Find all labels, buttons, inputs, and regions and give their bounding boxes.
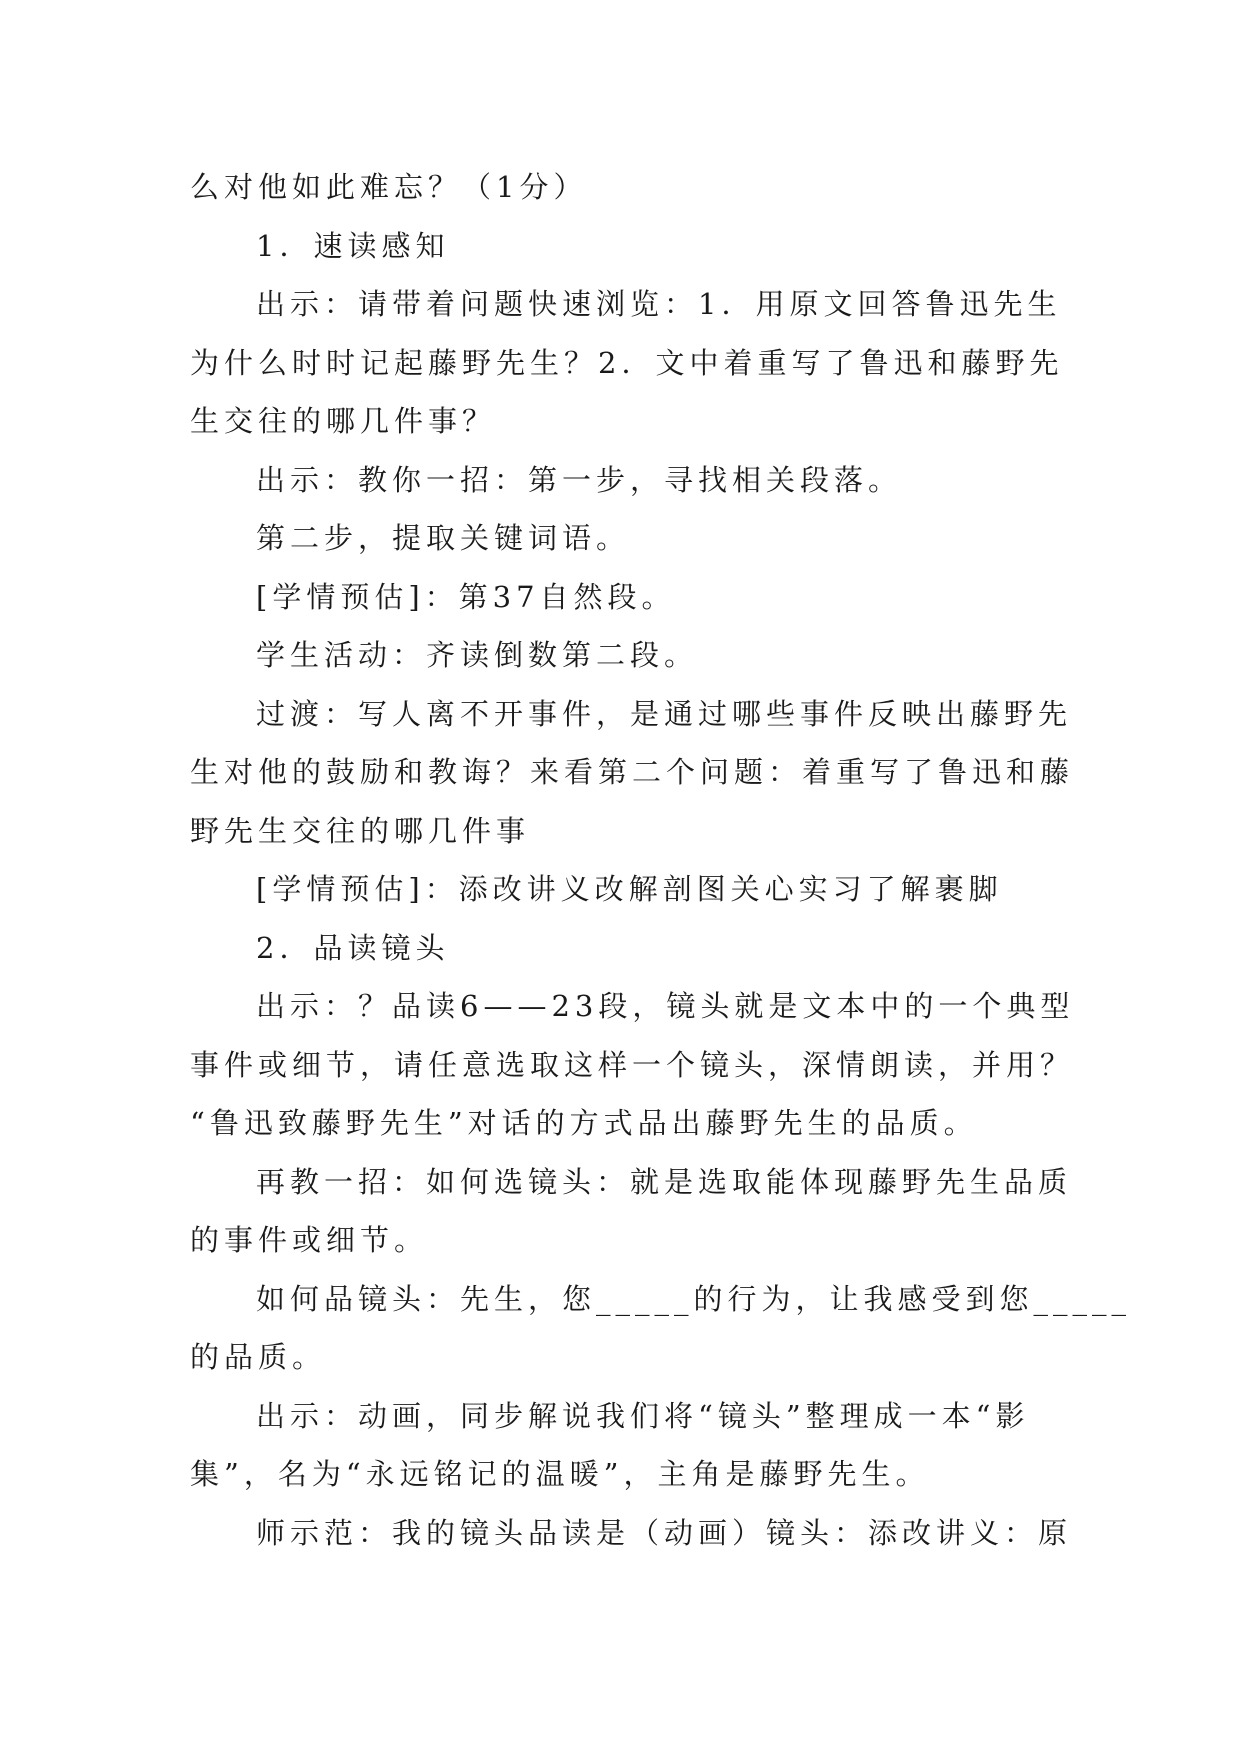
text-line-5: 生交往的哪几件事？ <box>190 404 497 438</box>
text-line-9: 学生活动：齐读倒数第二段。 <box>256 638 699 672</box>
text-line-22: 出示：动画，同步解说我们将“镜头”整理成一本“影 <box>256 1398 1030 1433</box>
text-line-8: [学情预估]：第37自然段。 <box>256 579 676 614</box>
text-line-6: 出示：教你一招：第一步，寻找相关段落。 <box>256 462 903 497</box>
text-line-11: 生对他的鼓励和教诲？来看第二个问题：着重写了鲁迅和藤 <box>190 755 1075 789</box>
text-line-23: 集”，名为“永远铭记的温暖”，主角是藤野先生。 <box>190 1457 930 1491</box>
text-line-21: 的品质。 <box>190 1340 327 1374</box>
text-line-10: 过渡：写人离不开事件，是通过哪些事件反映出藤野先 <box>256 696 1073 731</box>
text-line-15: 出示：？品读6——23段，镜头就是文本中的一个典型 <box>256 989 1075 1023</box>
text-line-12: 野先生交往的哪几件事 <box>190 813 531 848</box>
text-line-17: “鲁迅致藤野先生”对话的方式品出藤野先生的品质。 <box>190 1106 978 1140</box>
text-line-18: 再教一招：如何选镜头：就是选取能体现藤野先生品质 <box>256 1164 1073 1199</box>
text-line-20: 如何品镜头：先生，您_____的行为，让我感受到您_____ <box>256 1281 1132 1316</box>
text-line-13: [学情预估]：添改讲义改解剖图关心实习了解裹脚 <box>256 872 1003 906</box>
text-line-7: 第二步，提取关键词语。 <box>256 521 631 555</box>
text-line-3: 出示：请带着问题快速浏览：1．用原文回答鲁迅先生 <box>256 287 1062 321</box>
text-line-24: 师示范：我的镜头品读是（动画）镜头：添改讲义：原 <box>256 1515 1073 1550</box>
text-line-4: 为什么时时记起藤野先生？2．文中着重写了鲁迅和藤野先 <box>190 345 1064 380</box>
section-heading-close-reading: 2．品读镜头 <box>256 930 450 965</box>
document-page <box>190 158 1132 1562</box>
text-line-16: 事件或细节，请任意选取这样一个镜头，深情朗读，并用？ <box>190 1047 1075 1082</box>
text-line-1: 么对他如此难忘？（1分） <box>190 170 588 204</box>
text-line-19: 的事件或细节。 <box>190 1223 429 1257</box>
section-heading-speed-reading: 1．速读感知 <box>256 228 450 263</box>
